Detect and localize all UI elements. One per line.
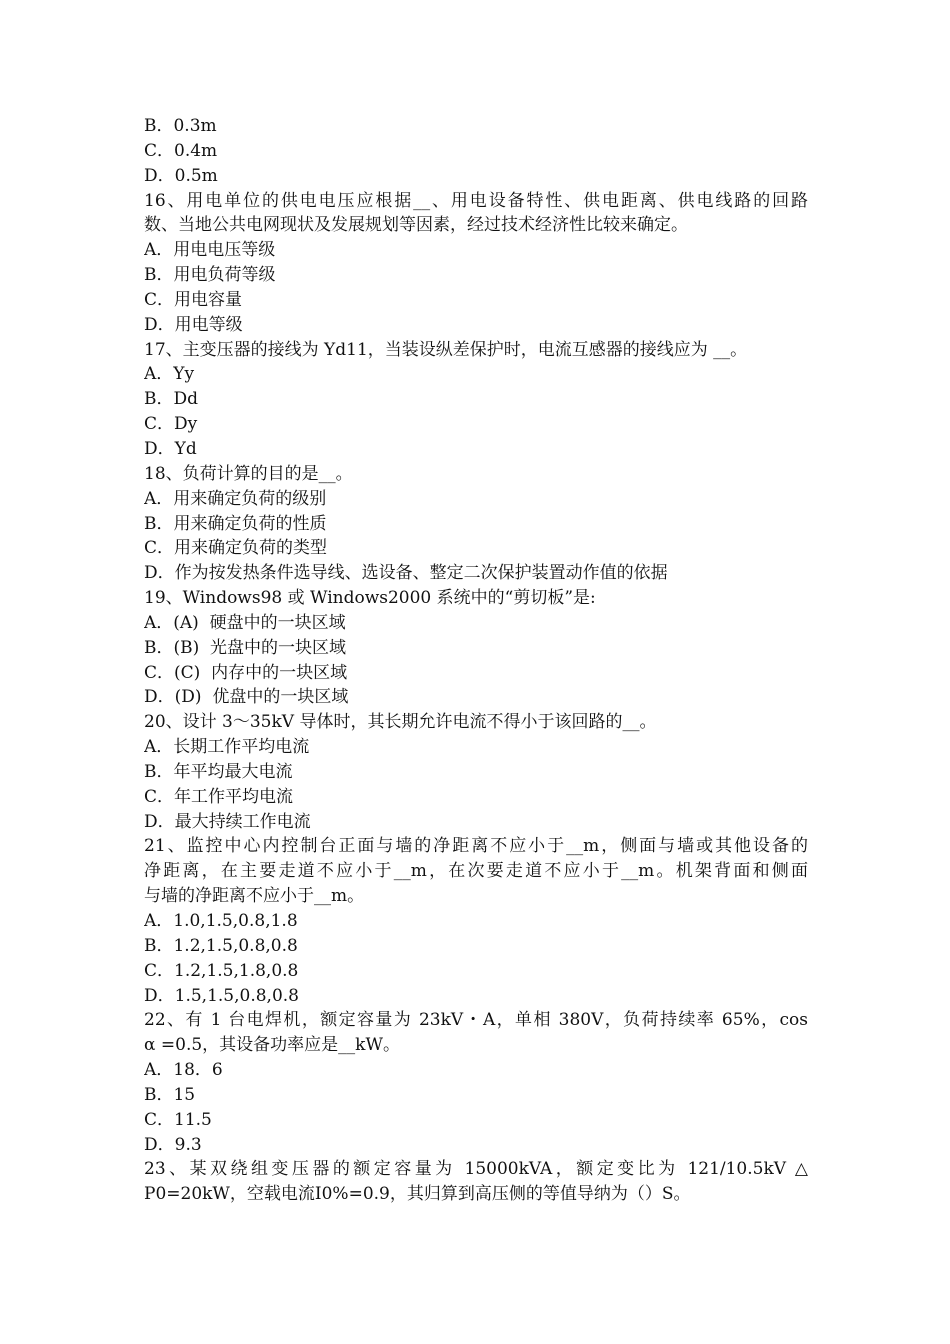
text-line: A．(A) 硬盘中的一块区域 [144,612,346,633]
question-21-line-2: 净距离，在主要走道不应小于__m，在次要走道不应小于__m。机架背面和侧面 [144,861,808,882]
question-16-line-2: 数、当地公共电网现状及发展规划等因素，经过技术经济性比较来确定。 [144,215,688,236]
text-line: D．(D) 优盘中的一块区域 [144,687,349,708]
question-16-line-1: 16、用电单位的供电电压应根据__、用电设备特性、供电距离、供电线路的回路 [144,190,808,211]
question-21-line-3: 与墙的净距离不应小于__m。 [144,886,365,907]
text-line: A．1.0,1.5,0.8,1.8 [144,911,298,931]
text-line: B．用来确定负荷的性质 [144,513,327,534]
text-line: C．用来确定负荷的类型 [144,538,328,559]
text-line: D．0.5m [144,165,218,186]
question-23-line-2: P0=20kW，空载电流I0%=0.9，其归算到高压侧的等值导纳为（）S。 [144,1184,691,1205]
text-line: A．18．6 [144,1060,223,1081]
text-line: B．用电负荷等级 [144,265,276,286]
question-20: 20、设计 3～35kV 导体时，其长期允许电流不得小于该回路的__。 [144,712,657,733]
question-23-line-1: 23、某双绕组变压器的额定容量为 15000kVA，额定变比为 121/10.5kV △ [144,1159,808,1180]
question-22-line-2: α =0.5，其设备功率应是__kW。 [144,1035,400,1056]
text-line: B．0.3m [144,116,217,136]
question-22-line-1: 22、有 1 台电焊机，额定容量为 23kV・A，单相 380V，负荷持续率 65%，cos [144,1010,808,1031]
text-line: D．9.3 [144,1134,202,1155]
question-21-line-1: 21、监控中心内控制台正面与墙的净距离不应小于__m，侧面与墙或其他设备的 [144,836,808,857]
text-line: C．0.4m [144,140,218,161]
document-body [144,114,808,1207]
text-line: C．11.5 [144,1109,212,1130]
text-line: B．15 [144,1084,196,1105]
question-19: 19、Windows98 或 Windows2000 系统中的“剪切板”是: [144,588,596,609]
text-line: D．Yd [144,438,197,459]
text-line: B．(B) 光盘中的一块区域 [144,637,347,658]
text-line: A．用来确定负荷的级别 [144,488,327,509]
text-line: C．年工作平均电流 [144,786,294,807]
text-line: D．作为按发热条件选导线、选设备、整定二次保护装置动作值的依据 [144,563,668,584]
text-line: A．用电电压等级 [144,240,276,261]
text-line: A．长期工作平均电流 [144,737,310,758]
text-line: C．用电容量 [144,289,243,310]
text-line: C．1.2,1.5,1.8,0.8 [144,960,299,981]
question-18: 18、负荷计算的目的是__。 [144,463,353,484]
text-line: C．Dy [144,414,198,435]
text-line: D．最大持续工作电流 [144,811,311,832]
text-line: A．Yy [144,364,195,385]
question-17: 17、主变压器的接线为 Yd11，当装设纵差保护时，电流互感器的接线应为 __。 [144,339,748,360]
text-line: D．用电等级 [144,314,243,335]
text-line: C．(C) 内存中的一块区域 [144,662,348,683]
text-line: B．Dd [144,389,199,410]
text-line: D．1.5,1.5,0.8,0.8 [144,985,299,1006]
text-line: B．年平均最大电流 [144,761,293,782]
text-line: B．1.2,1.5,0.8,0.8 [144,935,298,956]
